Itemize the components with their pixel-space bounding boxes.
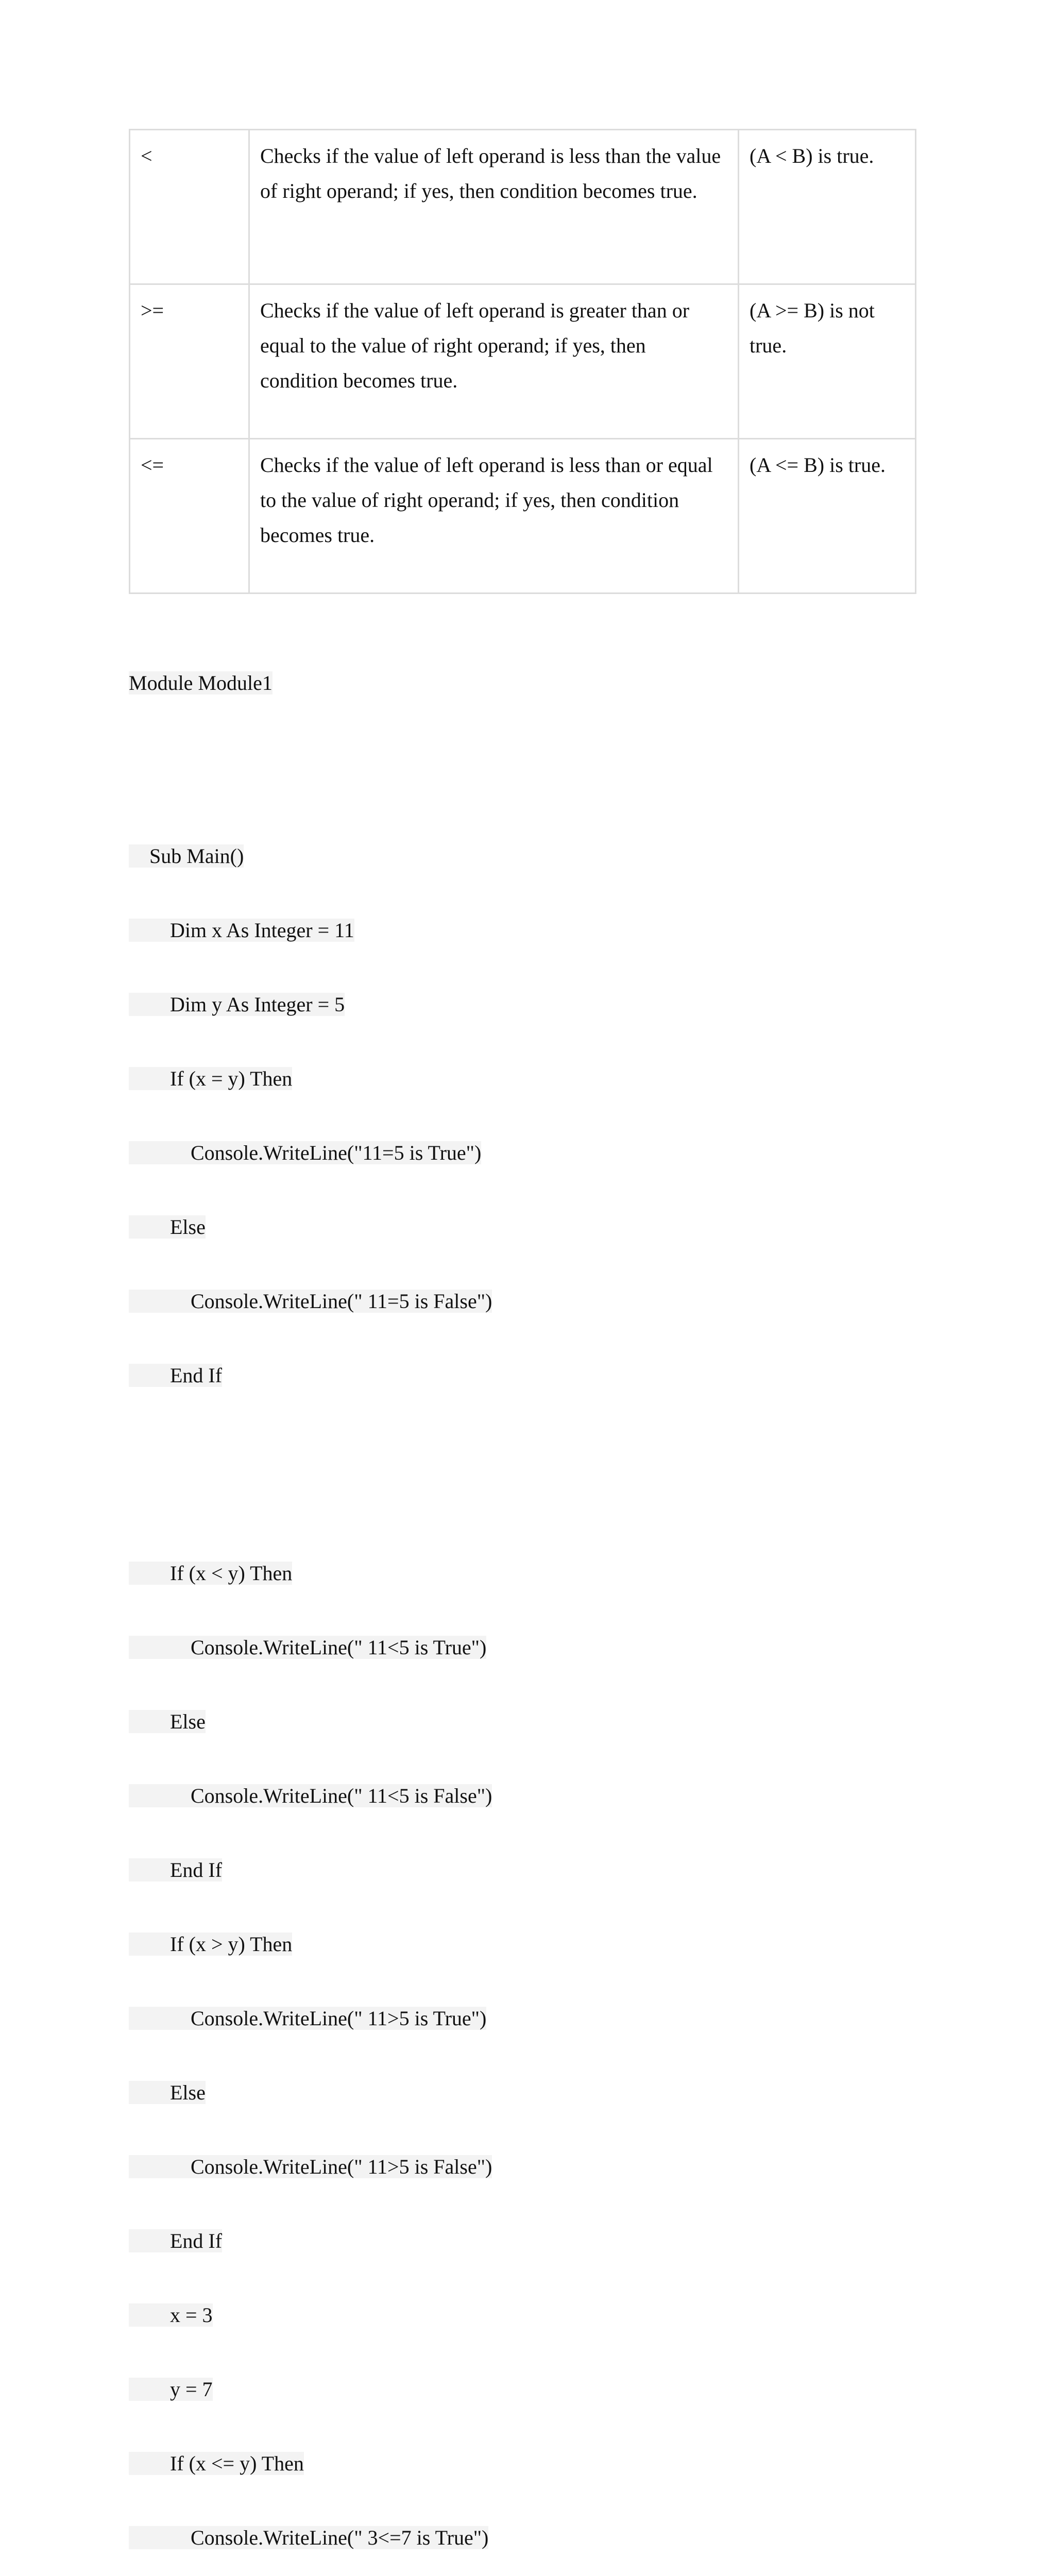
table-row xyxy=(130,439,916,594)
code-line: Console.WriteLine(" 11<5 is True") xyxy=(129,1636,487,1659)
code-line: Console.WriteLine(" 11=5 is False") xyxy=(129,1290,492,1313)
description-cell: Checks if the value of left operand is less than the value of right operand; if yes, then condition becomes true. xyxy=(249,130,739,284)
operator-cell: <= xyxy=(130,439,249,594)
code-line: Console.WriteLine(" 11<5 is False") xyxy=(129,1784,492,1807)
operator-cell: >= xyxy=(130,284,249,439)
table-row xyxy=(130,284,916,439)
code-line: End If xyxy=(129,2229,223,2252)
blank-line xyxy=(129,1462,492,1487)
code-line: If (x = y) Then xyxy=(129,1067,293,1090)
code-line: If (x <= y) Then xyxy=(129,2452,304,2475)
description-cell: Checks if the value of left operand is greater than or equal to the value of right operand; if yes, then condition becomes true. xyxy=(249,284,739,439)
code-line: Else xyxy=(129,1215,206,1239)
example-cell: (A <= B) is true. xyxy=(739,439,916,594)
example-cell: (A >= B) is not true. xyxy=(739,284,916,439)
code-line: Sub Main() xyxy=(129,844,244,868)
operators-table xyxy=(129,129,916,594)
code-line: If (x > y) Then xyxy=(129,1933,293,1956)
table-row xyxy=(130,130,916,284)
operator-cell: < xyxy=(130,130,249,284)
code-listing xyxy=(129,621,492,2576)
description-cell: Checks if the value of left operand is less than or equal to the value of right operand; if yes, then condition becomes true. xyxy=(249,439,739,594)
code-line: Console.WriteLine("11=5 is True") xyxy=(129,1141,482,1164)
code-line: End If xyxy=(129,1858,223,1882)
code-line: Console.WriteLine(" 3<=7 is True") xyxy=(129,2526,489,2549)
blank-line xyxy=(129,745,492,770)
code-line: y = 7 xyxy=(129,2378,213,2401)
code-line: End If xyxy=(129,1364,223,1387)
code-line: Dim x As Integer = 11 xyxy=(129,919,354,942)
code-line: x = 3 xyxy=(129,2303,213,2327)
code-line: Console.WriteLine(" 11>5 is True") xyxy=(129,2007,487,2030)
module-declaration: Module Module1 xyxy=(129,671,273,694)
code-line xyxy=(129,671,492,696)
code-line: If (x < y) Then xyxy=(129,1562,293,1585)
code-line: Dim y As Integer = 5 xyxy=(129,993,345,1016)
example-cell: (A < B) is true. xyxy=(739,130,916,284)
code-line: Else xyxy=(129,1710,206,1733)
code-line: Else xyxy=(129,2081,206,2104)
code-line: Console.WriteLine(" 11>5 is False") xyxy=(129,2155,492,2178)
